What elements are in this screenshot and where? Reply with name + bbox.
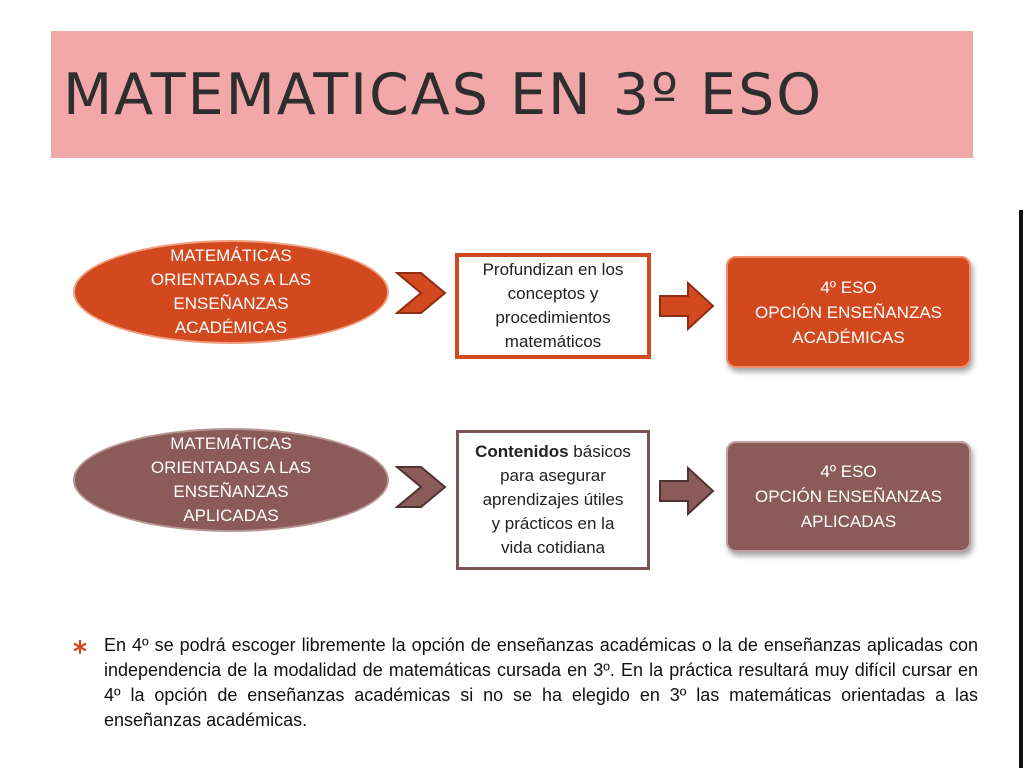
academic-option-box bbox=[726, 256, 971, 368]
academic-option-text: 4º ESO OPCIÓN ENSEÑANZAS ACADÉMICAS bbox=[754, 277, 943, 347]
applied-description-box bbox=[456, 430, 650, 570]
academic-description-box bbox=[455, 253, 651, 359]
slide-edge-divider bbox=[1019, 210, 1023, 768]
applied-description-bold: Contenidos bbox=[475, 442, 569, 461]
arrow-right-icon bbox=[658, 280, 716, 332]
footnote-text: En 4º se podrá escoger libremente la opción de enseñanzas académicas o la de enseñanzas aplicadas con independencia de la modalidad de matemáticas cursada en 3º. En la práctica resultará muy difícil cursar en 4º la opción de enseñanzas académicas si no se ha elegido en 3º las matemáticas orientadas a las enseñanzas académicas. bbox=[104, 635, 978, 730]
arrow-right-icon bbox=[658, 465, 716, 517]
chevron-right-icon bbox=[395, 465, 447, 509]
page-title: MATEMATICAS EN 3º ESO bbox=[63, 62, 824, 128]
academic-math-ellipse bbox=[73, 240, 389, 344]
academic-description-text: Profundizan en los conceptos y procedimientos matemáticos bbox=[482, 260, 624, 351]
academic-math-label: MATEMÁTICAS ORIENTADAS A LAS ENSEÑANZAS ACADÉMICAS bbox=[150, 246, 312, 337]
applied-option-text: 4º ESO OPCIÓN ENSEÑANZAS APLICADAS bbox=[754, 462, 943, 531]
asterisk-bullet-icon bbox=[73, 634, 91, 658]
applied-description-text: básicos para asegurar aprendizajes útiles y prácticos en la vida cotidiana bbox=[482, 442, 631, 557]
chevron-right-icon bbox=[395, 271, 447, 315]
title-banner bbox=[51, 31, 973, 158]
footnote bbox=[73, 633, 978, 733]
applied-option-box bbox=[726, 441, 971, 552]
applied-math-ellipse bbox=[73, 428, 389, 532]
applied-math-label: MATEMÁTICAS ORIENTADAS A LAS ENSEÑANZAS APLICADAS bbox=[150, 434, 312, 525]
